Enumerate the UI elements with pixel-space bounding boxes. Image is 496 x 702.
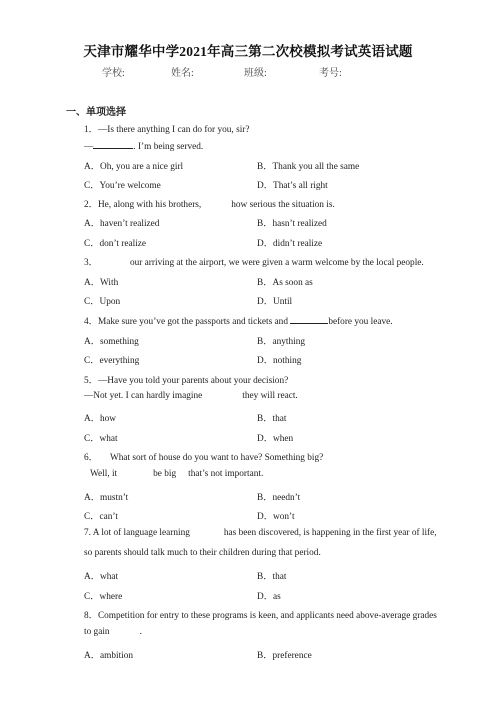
section-heading: 一、单项选择 <box>66 107 126 118</box>
option-a: A．ambition <box>84 651 134 661</box>
option-b: B．preference <box>257 651 312 661</box>
option-d: D．That’s all right <box>257 181 328 191</box>
option-b: B．Thank you all the same <box>257 162 360 172</box>
question-2: 2．He, along with his brothers, how serious the situation is. <box>84 200 335 210</box>
option-a: A．With <box>84 278 119 288</box>
option-b: B．needn’t <box>257 493 301 503</box>
option-a: A．how <box>84 414 117 424</box>
question-6-line2: Well, it be big that’s not important. <box>90 469 264 479</box>
option-c: C．Upon <box>84 297 121 307</box>
option-c: C．where <box>84 592 123 602</box>
option-c: C．don’t realize <box>84 239 147 249</box>
question-5: 5．—Have you told your parents about your decision? <box>84 376 289 386</box>
option-d: D．when <box>257 434 294 444</box>
question-7: 7. A lot of language learning has been discovered, is happening in the first year of life, <box>84 528 437 538</box>
class-label: 班级: <box>244 68 267 79</box>
question-5-line2: —Not yet. I can hardly imagine they will react. <box>84 391 298 401</box>
question-1-line2: — . I’m being served. <box>84 139 203 152</box>
question-4: 4．Make sure you’ve got the passports and tickets and before you leave. <box>84 313 393 327</box>
option-c: C．everything <box>84 356 140 366</box>
option-c: C．can’t <box>84 512 118 522</box>
name-label: 姓名: <box>171 68 194 79</box>
question-8-line2: to gain . <box>84 627 142 637</box>
question-1: 1．—Is there anything I can do for you, sir? <box>84 125 250 135</box>
option-c: C．what <box>84 434 118 444</box>
question-8: 8．Competition for entry to these programs is keen, and applicants need above-average grades <box>84 611 437 621</box>
option-a: A．Oh, you are a nice girl <box>84 162 184 172</box>
question-6: 6． What sort of house do you want to have? Something big? <box>84 453 324 463</box>
question-3: 3． our arriving at the airport, we were given a warm welcome by the local people. <box>84 258 424 268</box>
option-b: B．As soon as <box>257 278 313 288</box>
option-d: D．as <box>257 592 281 602</box>
option-d: D．won’t <box>257 512 295 522</box>
id-label: 考号: <box>319 68 342 79</box>
exam-title: 天津市耀华中学2021年高三第二次校模拟考试英语试题 <box>83 44 413 59</box>
option-c: C．You’re welcome <box>84 181 161 191</box>
option-d: D．nothing <box>257 356 302 366</box>
option-b: B．that <box>257 414 287 424</box>
option-b: B．that <box>257 572 287 582</box>
option-a: A．haven’t realized <box>84 219 160 229</box>
answer-blank <box>290 314 328 324</box>
school-label: 学校: <box>102 68 125 79</box>
option-b: B．hasn’t realized <box>257 219 327 229</box>
option-a: A．something <box>84 337 139 347</box>
option-d: D．Until <box>257 297 293 307</box>
option-b: B．anything <box>257 337 306 347</box>
option-d: D．didn’t realize <box>257 239 323 249</box>
option-a: A．mustn’t <box>84 493 129 503</box>
answer-blank <box>93 139 133 149</box>
option-a: A．what <box>84 572 119 582</box>
question-7-line2: so parents should talk much to their children during that period. <box>84 548 321 558</box>
